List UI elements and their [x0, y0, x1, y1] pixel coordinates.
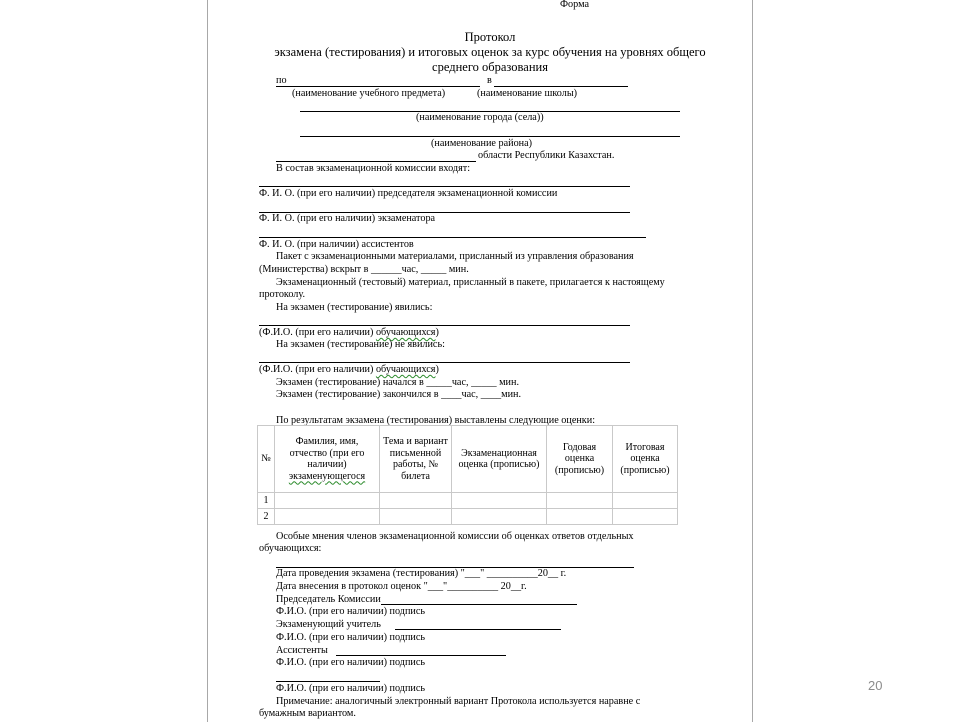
title-line-3: среднего образования: [432, 60, 548, 74]
note-line-1: Примечание: аналогичный электронный вариант Протокола используется наравне с: [276, 696, 641, 707]
title-line-2: экзамена (тестирования) и итоговых оценок за курс обучения на уровнях общего: [274, 45, 706, 59]
cell: [275, 493, 380, 509]
exam-started: Экзамен (тестирование) начался в _____час, _____ мин.: [276, 377, 519, 388]
cell: [380, 493, 452, 509]
absent-underline: [259, 362, 630, 363]
teacher-label: Экзаменующий учитель: [276, 619, 381, 630]
commission-intro: В состав экзаменационной комиссии входят:: [276, 163, 471, 174]
chair-sign-underline: [381, 604, 577, 605]
col-name: Фамилия, имя, отчество (при его наличии) экзаменующегося: [275, 426, 380, 493]
col-topic: Тема и вариант письменной работы, № билета: [380, 426, 452, 493]
sign-caption-4: Ф.И.О. (при его наличии) подпись: [276, 683, 426, 694]
cell: [547, 493, 613, 509]
present-caption: (Ф.И.О. (при его наличии) обучающихся): [259, 327, 439, 338]
students-word: обучающихся: [375, 327, 436, 338]
form-label: Форма: [560, 0, 589, 10]
col-annual-grade: Годовая оценка (прописью): [547, 426, 613, 493]
students-word-2: обучающихся: [375, 364, 436, 375]
absent-caption: (Ф.И.О. (при его наличии) обучающихся): [259, 364, 439, 375]
table-header-row: [258, 426, 678, 493]
row-number: 1: [258, 493, 275, 509]
note-line-2: бумажным вариантом.: [259, 708, 356, 719]
examiner-caption: Ф. И. О. (при его наличии) экзаменатора: [259, 213, 436, 224]
chair-underline: [259, 186, 630, 187]
cell: [613, 493, 678, 509]
cell: [547, 509, 613, 525]
district-caption: (наименование района): [431, 138, 533, 149]
col-final-grade: Итоговая оценка (прописью): [613, 426, 678, 493]
assistants-caption: Ф. И. О. (при наличии) ассистентов: [259, 239, 414, 250]
region-suffix: области Республики Казахстан.: [478, 150, 615, 161]
teacher-sign-underline: [395, 629, 561, 630]
assistants-underline: [259, 237, 646, 238]
chair-label: Председатель Комиссии: [276, 594, 381, 605]
grades-table: [257, 425, 678, 525]
results-intro: По результатам экзамена (тестирования) выставлены следующие оценки:: [276, 415, 596, 426]
entry-date: Дата внесения в протокол оценок "___"__________ 20__г.: [276, 581, 527, 592]
sign-caption-3: Ф.И.О. (при его наличии) подпись: [276, 657, 426, 668]
table-row: [258, 509, 678, 525]
region-underline: [276, 161, 476, 162]
table-row: [258, 493, 678, 509]
cell: [275, 509, 380, 525]
col-number: №: [258, 426, 275, 493]
v-word: в: [487, 75, 492, 86]
material-line-1: Экзаменационный (тестовый) материал, присланный в пакете, прилагается к настоящему: [276, 277, 665, 288]
school-underline: [494, 86, 628, 87]
title-line-1: Протокол: [464, 30, 516, 44]
cell: [452, 493, 547, 509]
present-underline: [259, 325, 630, 326]
exam-ended: Экзамен (тестирование) закончился в ____час, ____мин.: [276, 389, 522, 400]
subject-underline: [276, 86, 480, 87]
cell: [380, 509, 452, 525]
cell: [613, 509, 678, 525]
absent-label: На экзамен (тестирование) не явились:: [276, 339, 445, 350]
sign-caption-1: Ф.И.О. (при его наличии) подпись: [276, 606, 426, 617]
opinions-line-1: Особые мнения членов экзаменационной комиссии об оценках ответов отдельных: [276, 531, 634, 542]
city-caption: (наименование города (села)): [416, 112, 544, 123]
packet-line-2: (Министерства) вскрыт в ______час, _____ мин.: [259, 264, 469, 275]
exam-date: Дата проведения экзамена (тестирования) "___" __________20__ г.: [276, 568, 567, 579]
cell: [452, 509, 547, 525]
sign-caption-2: Ф.И.О. (при его наличии) подпись: [276, 632, 426, 643]
opinions-line-2: обучающихся:: [259, 543, 322, 554]
assistants-label: Ассистенты: [276, 645, 328, 656]
material-line-2: протоколу.: [259, 289, 306, 300]
district-underline: [300, 136, 680, 137]
slide-number: 20: [868, 678, 883, 693]
po-prefix: по: [276, 75, 287, 86]
row-number: 2: [258, 509, 275, 525]
packet-line-1: Пакет с экзаменационными материалами, присланный из управления образования: [276, 251, 634, 262]
col-exam-grade: Экзаменационная оценка (прописью): [452, 426, 547, 493]
assistants-sign-underline: [336, 655, 506, 656]
present-label: На экзамен (тестирование) явились:: [276, 302, 433, 313]
chair-caption: Ф. И. О. (при его наличии) председателя экзаменационной комиссии: [259, 188, 558, 199]
subject-caption: (наименование учебного предмета): [292, 88, 446, 99]
extra-sign-underline: [276, 681, 380, 682]
school-caption: (наименование школы): [477, 88, 578, 99]
